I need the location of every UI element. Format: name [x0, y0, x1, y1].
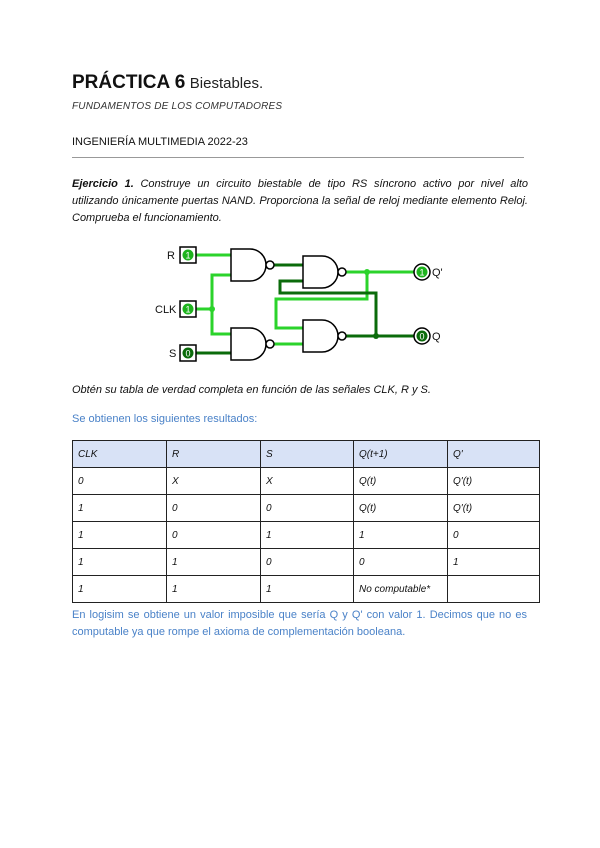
input-clk-value: 1 — [185, 304, 191, 315]
table-row — [73, 576, 540, 603]
output-qprime-label: Q' — [432, 267, 443, 279]
input-s-label: S — [169, 348, 177, 360]
table-cell: Q'(t) — [448, 495, 540, 522]
junction-clk — [209, 306, 215, 312]
table-cell: 1 — [167, 549, 261, 576]
table-cell: Q'(t) — [448, 468, 540, 495]
output-q-value: 0 — [419, 331, 425, 342]
truth-table — [72, 440, 540, 603]
table-cell: 1 — [167, 576, 261, 603]
table-cell: 1 — [261, 522, 354, 549]
title-main: PRÁCTICA 6 — [72, 72, 186, 93]
column-header: Q(t+1) — [354, 441, 448, 468]
input-r-label: R — [167, 250, 175, 262]
nand-gate-3-bubble — [338, 268, 346, 276]
output-q-label: Q — [432, 331, 441, 343]
table-cell: 1 — [448, 549, 540, 576]
header-divider — [72, 157, 524, 158]
course-subtitle: FUNDAMENTOS DE LOS COMPUTADORES — [72, 101, 283, 112]
junction-qprime — [364, 269, 370, 275]
output-qprime-value: 1 — [419, 267, 425, 278]
table-row — [73, 468, 540, 495]
table-cell: 0 — [73, 468, 167, 495]
exercise-label: Ejercicio 1. — [72, 178, 134, 190]
table-cell: 0 — [261, 495, 354, 522]
table-cell: 0 — [261, 549, 354, 576]
table-cell: No computable* — [354, 576, 448, 603]
degree-label: INGENIERÍA MULTIMEDIA 2022-23 — [72, 136, 248, 148]
input-clk-label: CLK — [155, 304, 177, 316]
table-cell: X — [261, 468, 354, 495]
nand-gate-4-bubble — [338, 332, 346, 340]
table-cell: Q(t) — [354, 468, 448, 495]
table-cell: 1 — [354, 522, 448, 549]
conclusion-text: En logisim se obtiene un valor imposible que sería Q y Q' con valor 1. Decimos que no es computable ya que rompe el axioma de complementación booleana. — [72, 609, 527, 638]
table-cell: 1 — [73, 495, 167, 522]
rs-latch-circuit-diagram — [150, 243, 450, 368]
table-row — [73, 549, 540, 576]
table-cell: 1 — [73, 549, 167, 576]
nand-gate-3 — [303, 256, 338, 288]
nand-gate-4 — [303, 320, 338, 352]
table-row — [73, 495, 540, 522]
column-header: CLK — [73, 441, 167, 468]
exercise-text: Construye un circuito biestable de tipo RS síncrono activo por nivel alto utilizando únicamente puertas NAND. Proporciona la señal de reloj mediante elemento Reloj. Comprueba el funcionamiento. — [72, 178, 528, 224]
table-cell: Q(t) — [354, 495, 448, 522]
table-header-row — [73, 441, 540, 468]
table-cell: 1 — [73, 522, 167, 549]
table-cell: 1 — [261, 576, 354, 603]
nand-gate-2-bubble — [266, 340, 274, 348]
input-s-value: 0 — [185, 348, 191, 359]
table-cell: 0 — [354, 549, 448, 576]
table-cell — [448, 576, 540, 603]
page-title — [72, 72, 263, 94]
table-cell: 0 — [448, 522, 540, 549]
exercise-statement — [72, 176, 528, 227]
nand-gate-1 — [231, 249, 266, 281]
table-row — [73, 522, 540, 549]
column-header: S — [261, 441, 354, 468]
answer-intro: Se obtienen los siguientes resultados: — [72, 413, 258, 425]
junction-q — [373, 333, 379, 339]
title-sub: Biestables. — [189, 75, 264, 92]
column-header: Q' — [448, 441, 540, 468]
nand-gate-2 — [231, 328, 266, 360]
input-r-value: 1 — [185, 250, 191, 261]
nand-gate-1-bubble — [266, 261, 274, 269]
column-header: R — [167, 441, 261, 468]
table-cell: 1 — [73, 576, 167, 603]
table-cell: 0 — [167, 495, 261, 522]
table-cell: 0 — [167, 522, 261, 549]
table-cell: X — [167, 468, 261, 495]
truth-table-question: Obtén su tabla de verdad completa en función de las señales CLK, R y S. — [72, 384, 431, 396]
